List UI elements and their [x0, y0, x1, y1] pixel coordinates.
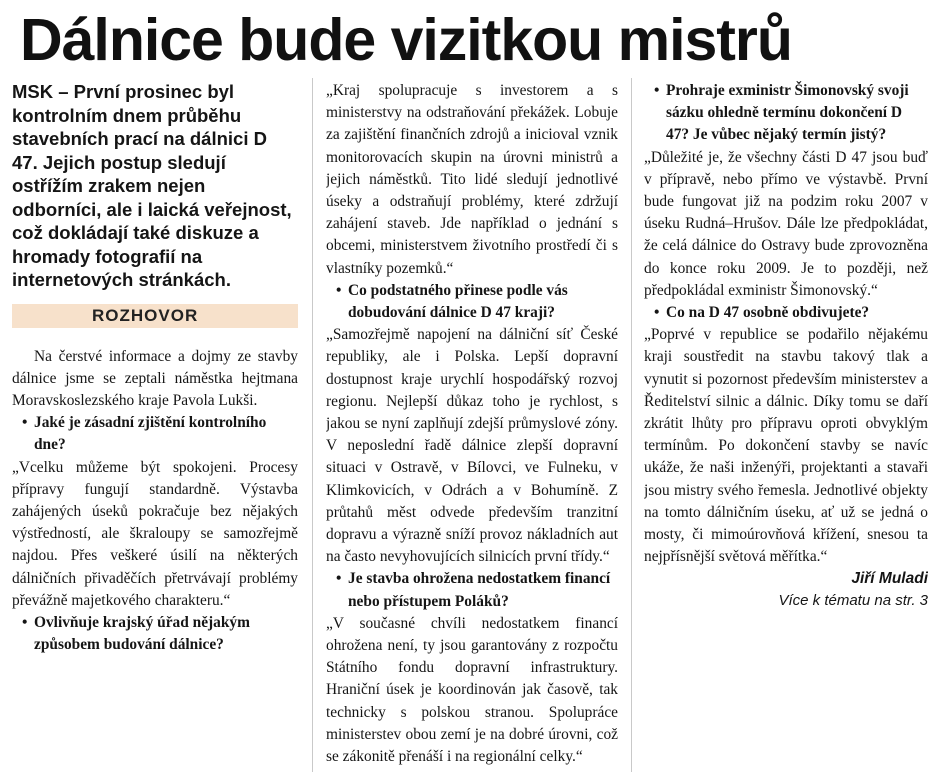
- lead-paragraph: MSK – První prosinec byl kontrolním dnem průběhu stavebních prací na dálnici D 47. Jejich postup sledují ostřížím zrakem nejen odborníci, ale i laická veřejnost, což dokládají také diskuze a hromady fotografií na internetových stránkách.: [12, 81, 292, 290]
- question-6: [644, 302, 928, 324]
- bullet: •: [654, 304, 660, 322]
- column-divider: [312, 78, 313, 772]
- author-signature: Jiří Muladi: [851, 570, 928, 588]
- column-2: [326, 80, 618, 778]
- answer-3: „Samozřejmě napojení na dálniční síť České republiky, ale i Polska. Lepší dopravní dostupnost kraje urychlí hospodářský rozvoj regionu. Nejlepší důkaz toho je rychlost, s jakou se nyní zaplňují zdejší průmyslové zóny. V neposlední řadě dálnice zlepší dopravní situaci v Ostravě, v Bílovci, ve Fulneku, v Klimkovicích, v Odrách a v Bohumíně. Z průtahů měst odvede především tranzitní dopravu a výrazně sníží provoz nákladních aut na často nevyhovujících silnicích první třídy.“: [326, 326, 618, 566]
- question-text: Jaké je zásadní zjištění kontrolního dne?: [34, 414, 267, 454]
- section-tag-row: [12, 304, 298, 328]
- intro-paragraph: Na čerstvé informace a dojmy ze stavby dálnice jsme se zeptali náměstka hejtmana Moravskoslezského kraje Pavola Lukši.: [12, 347, 298, 409]
- continued-note: Více k tématu na str. 3: [778, 592, 928, 610]
- question-1: [12, 412, 298, 456]
- question-4: [326, 568, 618, 612]
- answer-2: „Kraj spolupracuje s investorem a s ministerstvy na odstraňování překážek. Lobuje za zajištění finančních zdrojů a inicioval vznik monitorovacích skupin na úrovni ministrů a jejich náměstků. Tito lidé sledují jednotlivé úseky a odstraňují problémy, které zdržují zahájení staveb. Jde například o jednání s obcemi, ministerstvem životního prostředí či s vlastníky pozemků.“: [326, 82, 618, 277]
- answer-4: „V současné chvíli nedostatkem financí ohrožena není, ty jsou garantovány z rozpočtu Státního fondu dopravní infrastruktury. Hraniční úsek je koordinován jak časově, tak technicky s polskou stranou. Spolupráce ministerstev obou zemí je na dobré úrovni, což se zákonitě přenáší i na regionální celky.“: [326, 614, 618, 766]
- section-tag: ROZHOVOR: [92, 305, 199, 325]
- answer-5: „Důležité je, že všechny části D 47 jsou buď v přípravě, nebo přímo ve výstavbě. První bude fungovat již na podzim roku 2007 v úseku Rudná–Hrušov. Dále lze předpokládat, že celá dálnice do Ostravy bude zprovozněna do konce roku 2009. Je to později, než předpokládal exministr Šimonovský.“: [644, 148, 928, 299]
- column-divider: [631, 78, 632, 772]
- question-text: Co podstatného přinese podle vás dobudování dálnice D 47 kraji?: [348, 281, 568, 322]
- question-text: Prohraje exministr Šimonovský svoji sázku ohledně termínu dokončení D 47? Je vůbec nějaký termín jistý?: [666, 82, 909, 144]
- column-3: [644, 80, 928, 778]
- question-text: Je stavba ohrožena nedostatkem financí nebo přístupem Poláků?: [348, 570, 611, 610]
- bullet: •: [336, 281, 342, 299]
- question-text: Ovlivňuje krajský úřad nějakým způsobem budování dálnice?: [34, 613, 250, 654]
- bullet: •: [336, 570, 342, 588]
- question-3: [326, 280, 618, 324]
- question-2: [12, 612, 298, 656]
- bullet: •: [22, 613, 28, 631]
- bullet: •: [654, 82, 660, 99]
- question-text: Co na D 47 osobně obdivujete?: [666, 304, 870, 322]
- headline: Dálnice bude vizitkou mistrů: [20, 7, 792, 73]
- question-5: [644, 80, 928, 147]
- bullet: •: [22, 414, 28, 432]
- answer-6: „Poprvé v republice se podařilo nějakému kraji soustředit na stavbu takový tlak a vynutit si pozornost především ministerstev a Ředitelství silnic a dálnic. Díky tomu se daří zkrátit lhůty pro přípravu oproti obvyklým termínům. Po dokončení stavby se navíc ukáže, že naši inženýři, projektanti a stavaři jsou mistry svého řemesla. Jednotlivé objekty na tomto dálničním úseku, ať už se jedná o mosty, či mimoúrovňová křížení, snesou ta nejpřísnější světová měřítka.“: [644, 326, 928, 566]
- column-1: [12, 80, 298, 778]
- answer-1: „Vcelku můžeme být spokojeni. Procesy přípravy fungují standardně. Výstavba zahájených úseků pokračuje bez nějakých výstředností, ale škraloupy se samozřejmě najdou. Přes veškeré úsilí na některých dálničních přivaděčích přetrvávají problémy převážně majetkového charakteru.“: [12, 458, 298, 609]
